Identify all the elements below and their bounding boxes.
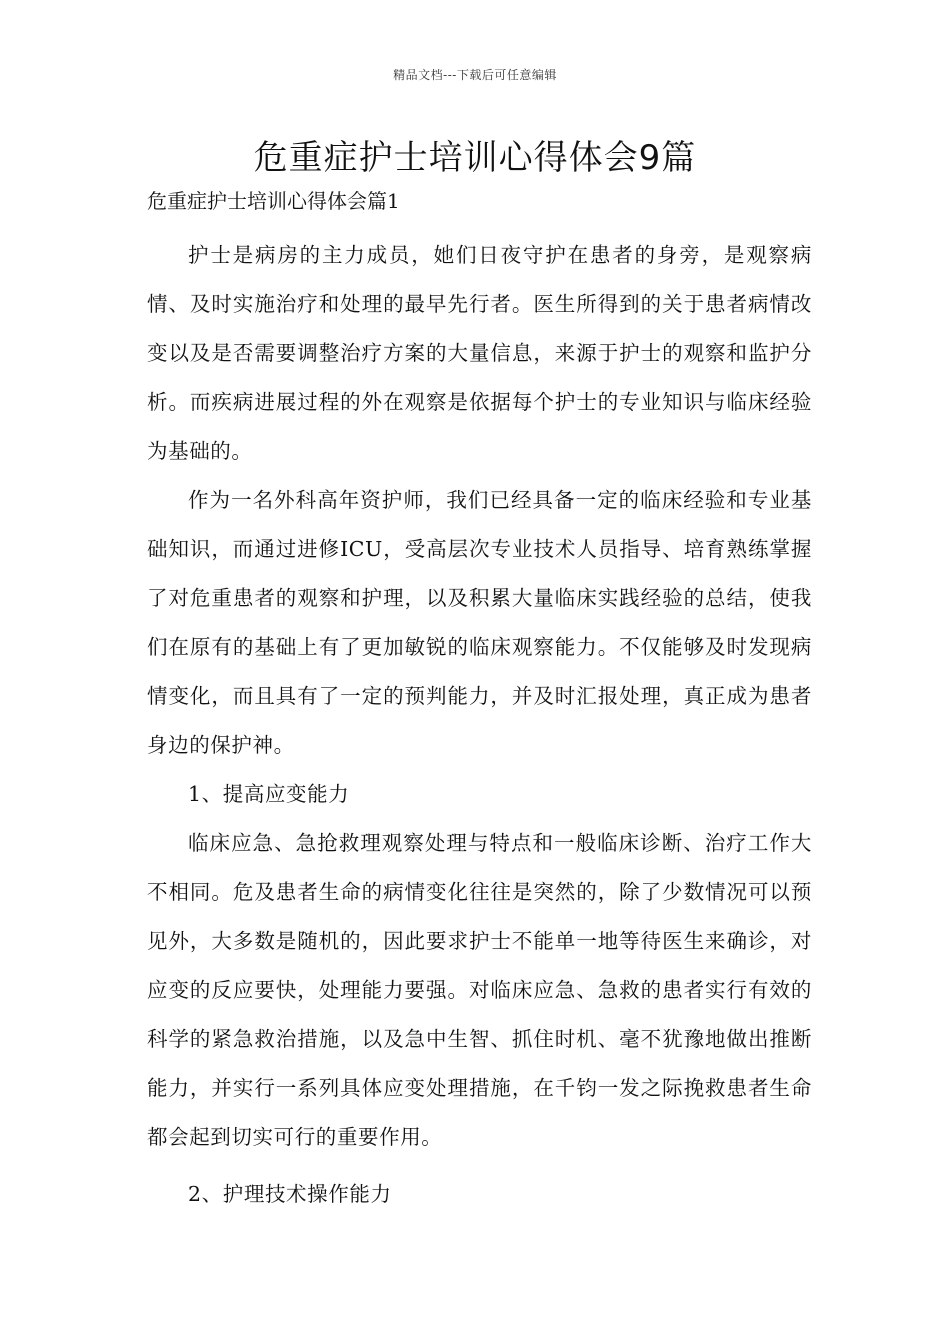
section-heading-2: 2、护理技术操作能力 <box>188 1182 392 1206</box>
header-note: 精品文档---下载后可任意编辑 <box>393 68 557 82</box>
paragraph-3: 临床应急、急抢救理观察处理与特点和一般临床诊断、治疗工作大不相同。危及患者生命的病情变化往往是突然的，除了少数情况可以预见外，大多数是随机的，因此要求护士不能单一地等待医生来确诊，对应变的反应要快，处理能力要强。对临床应急、急救的患者实行有效的科学的紧急救治措施，以及急中生智、抓住时机、毫不犹豫地做出推断能力，并实行一系列具体应变处理措施，在千钧一发之际挽救患者生命都会起到切实可行的重要作用。 <box>147 831 812 1149</box>
paragraph-1: 护士是病房的主力成员，她们日夜守护在患者的身旁，是观察病情、及时实施治疗和处理的最早先行者。医生所得到的关于患者病情改变以及是否需要调整治疗方案的大量信息，来源于护士的观察和监护分析。而疾病进展过程的外在观察是依据每个护士的专业知识与临床经验为基础的。 <box>147 243 812 463</box>
section-heading-1: 1、提高应变能力 <box>188 782 350 806</box>
document-title: 危重症护士培训心得体会9篇 <box>253 138 697 178</box>
paragraph-2: 作为一名外科高年资护师，我们已经具备一定的临床经验和专业基础知识，而通过进修ICU，受高层次专业技术人员指导、培育熟练掌握了对危重患者的观察和护理，以及积累大量临床实践经验的总结，使我们在原有的基础上有了更加敏锐的临床观察能力。不仅能够及时发现病情变化，而且具有了一定的预判能力，并及时汇报处理，真正成为患者身边的保护神。 <box>147 488 812 757</box>
section-subtitle: 危重症护士培训心得体会篇1 <box>147 189 400 213</box>
body-text <box>147 231 812 1219</box>
